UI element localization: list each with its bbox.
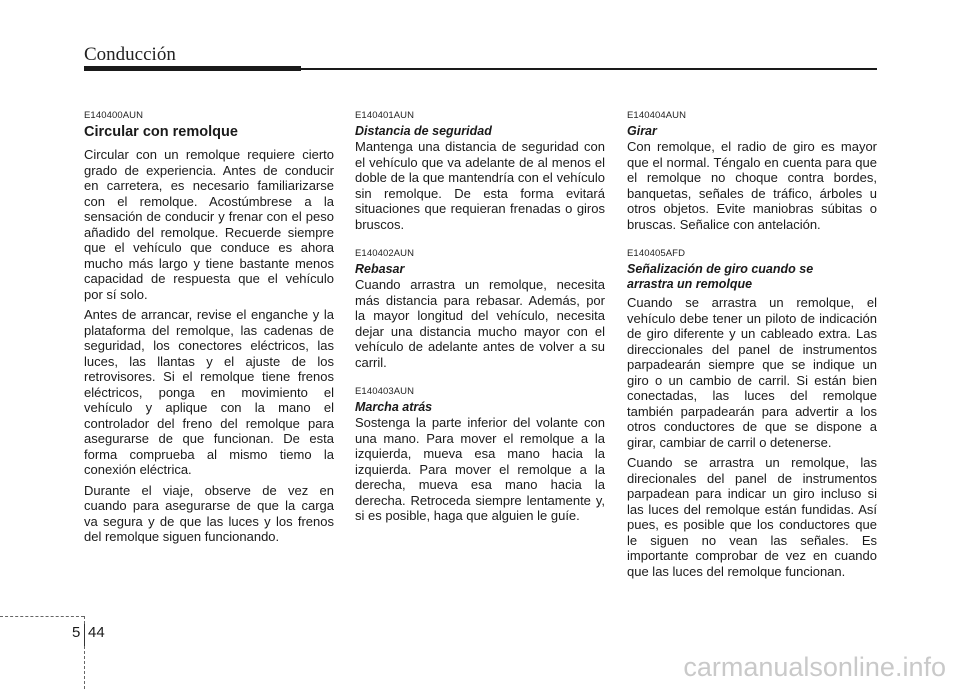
section-heading: Circular con remolque [84, 124, 238, 140]
paragraph: Circular con un remolque requiere cierto grado de experiencia. Antes de conducir en carretera, es necesario familiarizarse con el remolque. Acostúmbrese a la sensación de conducir y frenar con el peso añadido del remolque. Recuerde siempre que el vehículo que conduce es ahora mucho más largo y tiene bastante menos capacidad de respuesta que el vehículo por sí solo. [84, 147, 334, 302]
subsection-heading: Señalización de giro cuando se [627, 262, 814, 276]
watermark: carmanualsonline.info [683, 652, 946, 682]
section-code: E140402AUN [355, 248, 415, 259]
subsection-heading: Marcha atrás [355, 400, 433, 414]
paragraph: Antes de arrancar, revise el enganche y la plataforma del remolque, las cadenas de seguridad, los conectores eléctricos, las luces, las llantas y el ajuste de los retrovisores. Si el remolque tiene frenos eléctricos, ponga en movimiento el vehículo y aplique con la mano el controlador del freno del remolque para asegurarse de que funcionan. De esta forma comprueba al mismo tiemo la conexión eléctrica. [84, 307, 334, 477]
paragraph: Cuando se arrastra un remolque, el vehículo debe tener un piloto de indicación de giro diferente y un cableado extra. Las direccionales del panel de instrumentos parpadearán siempre que se indique un giro o un cambio de carril. Si están bien conectadas, las luces del remolque también parpadearán para advertir a los otros conductores de que se dispone a girar, cambiar de carril o detenerse. [627, 295, 877, 450]
chapter-number: 5 [72, 624, 81, 641]
section-code: E140400AUN [84, 110, 144, 121]
paragraph: Con remolque, el radio de giro es mayor que el normal. Téngalo en cuenta para que el remolque no choque contra bordes, banquetas, señales de tráfico, árboles u otros objetos. Evite maniobras súbitas o bruscas. Señalice con antelación. [627, 139, 877, 232]
paragraph: Mantenga una distancia de seguridad con el vehículo que va adelante de al menos el doble de la que mantendría con el vehículo sin remolque. De esta forma evitará situaciones que requieran frenadas o giros bruscos. [355, 139, 605, 232]
column-1 [84, 110, 334, 550]
subsection-heading: Distancia de seguridad [355, 124, 492, 138]
section-code: E140405AFD [627, 248, 686, 259]
section-code: E140403AUN [355, 386, 415, 397]
paragraph: Cuando se arrastra un remolque, las direcionales del panel de instrumentos parpadean para indicar un giro incluso si las luces del remolque están fundidas. Así pues, es posible que los conductores que le siguen no vean las señales. Es importante comprobar de vez en cuando que las luces del remolque funcionan. [627, 455, 877, 579]
paragraph: Durante el viaje, observe de vez en cuando para asegurarse de que la carga va segura y de que las luces y los frenos del remolque siguen funcionando. [84, 482, 334, 544]
header-rule-thin [301, 68, 877, 70]
subsection-heading-cont: arrastra un remolque [627, 277, 753, 291]
subsection-heading: Girar [627, 124, 657, 138]
header-rule-thick [84, 66, 301, 71]
column-3 [627, 110, 877, 584]
footer-dashed-rule [0, 616, 84, 617]
column-2 [355, 110, 605, 529]
page-number: 44 [88, 624, 105, 641]
paragraph: Sostenga la parte inferior del volante con una mano. Para mover el remolque a la izquierda, mueva esa mano hacia la izquierda. Para mover el remolque a la derecha, mueva esa mano hacia la derecha. Retroceda siempre lentamente y, si es posible, haga que alguien le guíe. [355, 415, 605, 523]
chapter-title: Conducción [84, 44, 176, 65]
page-number-separator [84, 624, 85, 646]
section-code: E140404AUN [627, 110, 687, 121]
section-code: E140401AUN [355, 110, 415, 121]
paragraph: Cuando arrastra un remolque, necesita más distancia para rebasar. Además, por la mayor longitud del vehículo, necesita dejar una distancia mucho mayor con el vehículo de adelante antes de volver a su carril. [355, 277, 605, 370]
subsection-heading: Rebasar [355, 262, 405, 276]
